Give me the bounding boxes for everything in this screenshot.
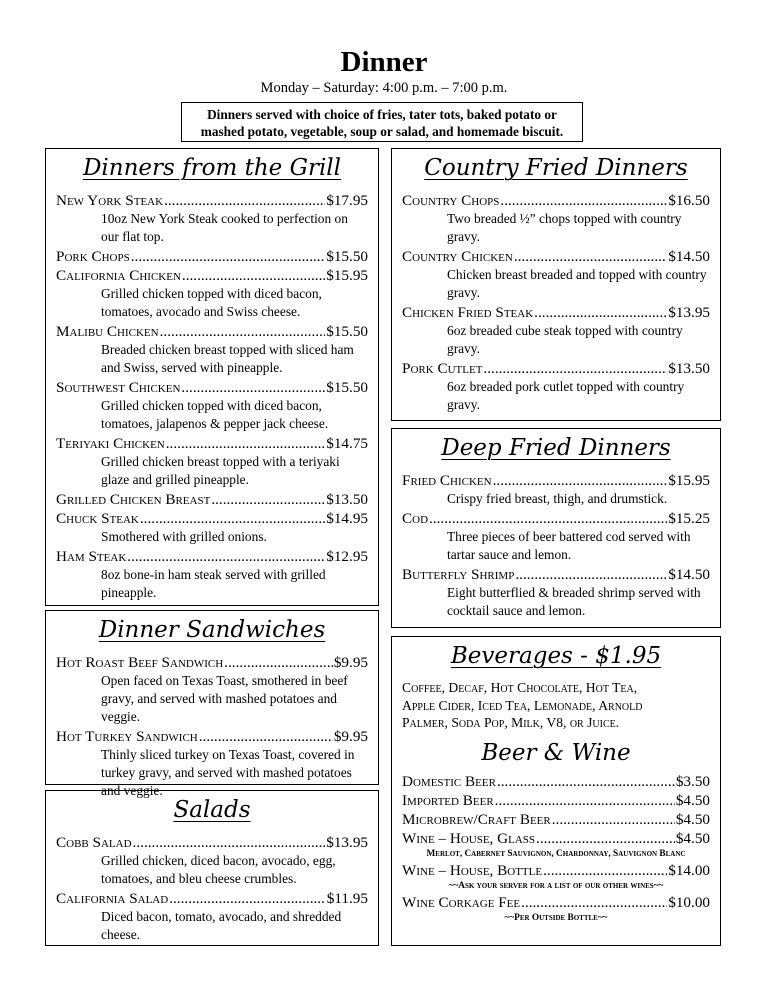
item-description: Grilled chicken, diced bacon, avocado, egg, tomatoes, and bleu cheese crumbles. (101, 853, 336, 886)
leader-dots (483, 359, 667, 378)
menu-item-ham-steak (56, 547, 368, 566)
menu-item-southwest-chicken (56, 378, 368, 397)
ask-server-note: ~~Ask your server for a list of our other wines~~ (448, 880, 664, 891)
sandwiches-section (45, 610, 379, 798)
item-name: Butterfly Shrimp (402, 566, 515, 583)
item-name: Pork Chops (56, 248, 130, 265)
item-price: $14.75 (326, 435, 368, 452)
item-name: Wine – House, Bottle (402, 861, 543, 879)
menu-item-cobb-salad (56, 833, 368, 852)
menu-item-fried-chicken (402, 471, 710, 490)
item-name: New York Steak (56, 192, 164, 209)
item-description: 6oz breaded pork cutlet topped with country gravy. (447, 379, 685, 412)
item-description: Open faced on Texas Toast, smothered in beef gravy, and served with mashed potatoes and veggie. (101, 673, 348, 724)
item-name: Teriyaki Chicken (56, 435, 165, 452)
item-name: Chicken Fried Steak (402, 304, 534, 321)
grill-section (45, 148, 379, 606)
item-price: $15.50 (326, 323, 368, 340)
item-description: Grilled chicken topped with diced bacon, tomatoes, jalapenos & pepper jack cheese. (101, 398, 329, 431)
deep-fried-section (391, 428, 721, 628)
item-name: Southwest Chicken (56, 379, 181, 396)
item-description: Breaded chicken breast topped with sliced ham and Swiss, served with pineapple. (101, 342, 354, 375)
item-price: $9.95 (333, 654, 368, 671)
leader-dots (429, 509, 667, 528)
item-name: Grilled Chicken Breast (56, 491, 211, 508)
item-price: $13.95 (668, 304, 710, 321)
menu-item-country-chops (402, 191, 710, 210)
menu-item-hot-roast-beef-sandwich (56, 653, 368, 672)
item-name: Microbrew/Craft Beer (402, 810, 551, 828)
sides-notice-box (181, 102, 583, 142)
salads-section (45, 790, 379, 946)
menu-item-malibu-chicken (56, 322, 368, 341)
item-price: $15.25 (668, 510, 710, 527)
leader-dots (543, 861, 667, 880)
item-price: $17.95 (326, 192, 368, 209)
item-name: Chuck Steak (56, 510, 139, 527)
leader-dots (182, 266, 325, 285)
item-price: $3.50 (675, 772, 710, 790)
menu-item-domestic-beer (402, 772, 710, 791)
leader-dots (131, 247, 326, 266)
leader-dots (169, 889, 326, 908)
menu-item-california-chicken (56, 266, 368, 285)
menu-item-wine-house-glass (402, 829, 710, 848)
leader-dots (552, 810, 675, 829)
item-description: Smothered with grilled onions. (101, 529, 267, 544)
item-price: $16.50 (668, 192, 710, 209)
menu-item-pork-chops (56, 247, 368, 266)
leader-dots (181, 378, 325, 397)
leader-dots (493, 471, 668, 490)
leader-dots (127, 547, 325, 566)
notice-line: mashed potato, vegetable, soup or salad, and homemade biscuit. (200, 124, 564, 139)
leader-dots (521, 893, 667, 912)
leader-dots (514, 247, 667, 266)
item-price: $9.95 (333, 728, 368, 745)
menu-item-wine-corkage-fee (402, 893, 710, 912)
item-price: $4.50 (675, 810, 710, 828)
beverage-list-line: Apple Cider, Iced Tea, Lemonade, Arnold (402, 697, 643, 713)
menu-item-wine-house-bottle (402, 861, 710, 880)
item-price: $14.50 (668, 248, 710, 265)
salads-heading: Salads (173, 797, 251, 823)
item-description: Diced bacon, tomato, avocado, and shredded cheese. (101, 909, 342, 942)
item-price: $14.00 (668, 861, 710, 879)
menu-item-grilled-chicken-breast (56, 490, 368, 509)
item-price: $15.50 (326, 379, 368, 396)
menu-item-california-salad (56, 889, 368, 908)
leader-dots (164, 191, 325, 210)
menu-item-pork-cutlet (402, 359, 710, 378)
leader-dots (497, 772, 675, 791)
item-price: $13.50 (668, 360, 710, 377)
leader-dots (224, 653, 333, 672)
item-name: Country Chops (402, 192, 500, 209)
item-price: $4.50 (675, 829, 710, 847)
item-price: $15.95 (326, 267, 368, 284)
leader-dots (140, 509, 325, 528)
item-price: $4.50 (675, 791, 710, 809)
item-name: Cod (402, 510, 429, 527)
item-description: Chicken breast breaded and topped with country gravy. (447, 267, 707, 300)
item-price: $14.50 (668, 566, 710, 583)
country-fried-section (391, 148, 721, 421)
sandwiches-heading: Dinner Sandwiches (98, 617, 326, 643)
item-description: Crispy fried breast, thigh, and drumstick. (447, 491, 668, 506)
item-description: Thinly sliced turkey on Texas Toast, covered in turkey gravy, and served with mashed potatoes and veggie. (101, 747, 355, 798)
leader-dots (534, 303, 667, 322)
notice-line: Dinners served with choice of fries, tater tots, baked potato or (207, 107, 557, 122)
item-name: Country Chicken (402, 248, 513, 265)
menu-item-new-york-steak (56, 191, 368, 210)
leader-dots (500, 191, 667, 210)
menu-item-chuck-steak (56, 509, 368, 528)
leader-dots (133, 833, 326, 852)
beverages-section (391, 636, 721, 946)
item-description: 10oz New York Steak cooked to perfection on our flat top. (101, 211, 348, 244)
menu-item-country-chicken (402, 247, 710, 266)
leader-dots (515, 565, 667, 584)
item-price: $10.00 (668, 893, 710, 911)
item-name: Cobb Salad (56, 834, 132, 851)
menu-item-microbrew-craft-beer (402, 810, 710, 829)
item-name: California Salad (56, 890, 169, 907)
item-name: Hot Turkey Sandwich (56, 728, 198, 745)
leader-dots (495, 791, 675, 810)
item-description: Eight butterflied & breaded shrimp served with cocktail sauce and lemon. (447, 585, 701, 618)
deepfried-heading: Deep Fried Dinners (441, 435, 671, 461)
item-description: Two breaded ½” chops topped with country gravy. (447, 211, 682, 244)
menu-item-chicken-fried-steak (402, 303, 710, 322)
item-description: 6oz breaded cube steak topped with country gravy. (447, 323, 683, 356)
beverages-heading: Beverages - $1.95 (450, 643, 662, 669)
leader-dots (166, 434, 325, 453)
item-name: Imported Beer (402, 791, 494, 809)
item-name: Pork Cutlet (402, 360, 483, 377)
item-description: Grilled chicken breast topped with a teriyaki glaze and grilled pineapple. (101, 454, 340, 487)
item-description: 8oz bone-in ham steak served with grilled pineapple. (101, 567, 326, 600)
item-name: California Chicken (56, 267, 181, 284)
item-price: $14.95 (326, 510, 368, 527)
item-price: $15.95 (668, 472, 710, 489)
dinner-hours: Monday – Saturday: 4:00 p.m. – 7:00 p.m. (260, 80, 508, 96)
item-name: Ham Steak (56, 548, 127, 565)
item-name: Malibu Chicken (56, 323, 159, 340)
item-name: Fried Chicken (402, 472, 492, 489)
wine-varieties-note: Merlot, Cabernet Sauvignon, Chardonnay, Sauvignon Blanc (426, 848, 686, 859)
beverage-list-line: Palmer, Soda Pop, Milk, V8, or Juice. (402, 715, 620, 730)
item-name: Wine – House, Glass (402, 829, 536, 847)
beverage-list-line: Coffee, Decaf, Hot Chocolate, Hot Tea, (402, 680, 638, 695)
item-price: $11.95 (326, 890, 368, 907)
corkage-note: ~~Per Outside Bottle~~ (504, 912, 608, 923)
menu-item-hot-turkey-sandwich (56, 727, 368, 746)
item-price: $12.95 (326, 548, 368, 565)
page-title: Dinner (340, 46, 428, 78)
item-description: Grilled chicken topped with diced bacon, tomatoes, avocado and Swiss cheese. (101, 286, 322, 319)
item-name: Hot Roast Beef Sandwich (56, 654, 224, 671)
item-description: Three pieces of beer battered cod served with tartar sauce and lemon. (447, 529, 691, 562)
menu-item-butterfly-shrimp (402, 565, 710, 584)
item-price: $13.50 (326, 491, 368, 508)
item-name: Domestic Beer (402, 772, 496, 790)
item-price: $13.95 (326, 834, 368, 851)
menu-item-cod (402, 509, 710, 528)
leader-dots (199, 727, 333, 746)
menu-item-imported-beer (402, 791, 710, 810)
grill-heading: Dinners from the Grill (82, 155, 342, 181)
item-price: $15.50 (326, 248, 368, 265)
leader-dots (211, 490, 325, 509)
leader-dots (536, 829, 675, 848)
item-name: Wine Corkage Fee (402, 893, 521, 911)
country-heading: Country Fried Dinners (424, 155, 688, 181)
menu-item-teriyaki-chicken (56, 434, 368, 453)
drink-list (402, 772, 710, 925)
leader-dots (160, 322, 326, 341)
beer-wine-heading: Beer & Wine (481, 739, 631, 766)
